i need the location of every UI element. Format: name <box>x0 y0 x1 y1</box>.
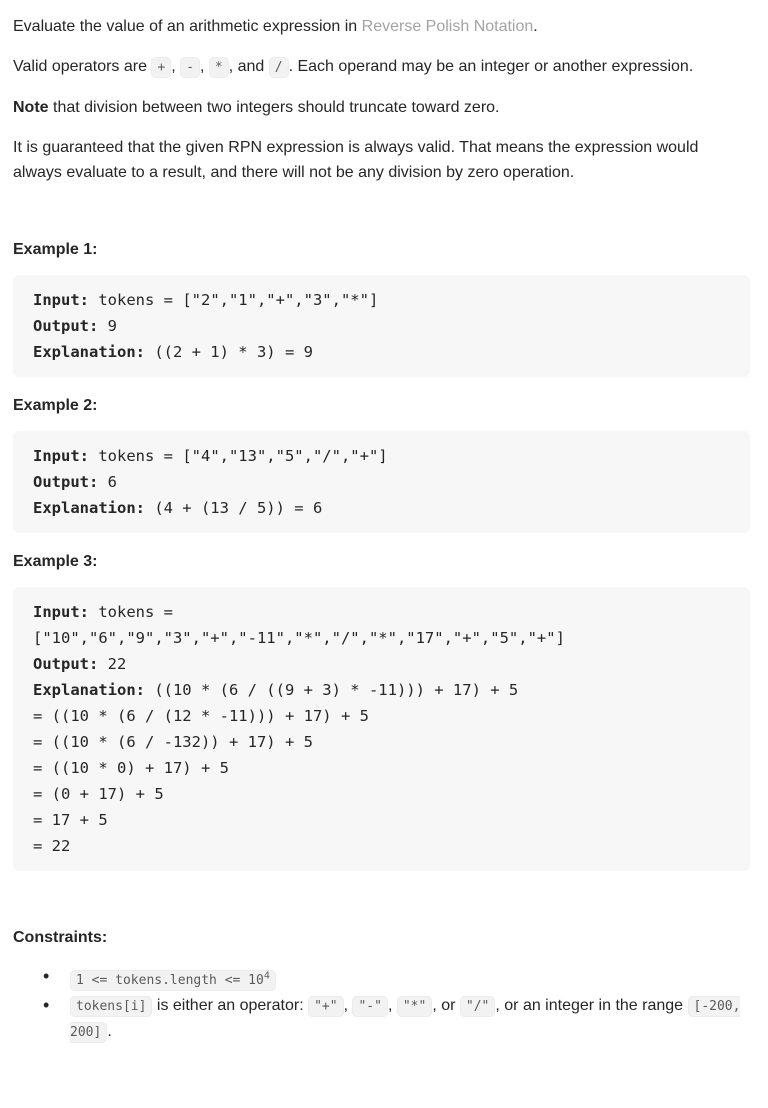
text: , and <box>228 58 269 75</box>
text: , or an integer in the range <box>495 997 688 1015</box>
example-line-text: tokens = <box>89 603 173 621</box>
note-paragraph <box>13 95 750 120</box>
code-plus: "+" <box>308 996 343 1017</box>
text: . <box>107 1023 112 1041</box>
note-text: that division between two integers should truncate toward zero. <box>48 99 500 116</box>
code-range: [-200, 200] <box>70 996 740 1043</box>
examples <box>13 241 750 871</box>
code-divide: "/" <box>460 996 495 1017</box>
example-line-text: = ((10 * 0) + 17) + 5 <box>33 759 229 777</box>
example-label: Output: <box>33 473 99 491</box>
example-label: Explanation: <box>33 343 145 361</box>
example-line-text: ((2 + 1) * 3) = 9 <box>144 343 313 361</box>
example-heading: Example 3: <box>13 553 98 570</box>
constraint-item <box>43 964 750 993</box>
example-line-text: 6 <box>98 473 117 491</box>
example-line-text: 9 <box>98 317 117 335</box>
code-minus: - <box>180 57 200 78</box>
example-heading: Example 1: <box>13 241 98 258</box>
text: is either an operator: <box>152 997 309 1015</box>
example-code-block <box>13 587 750 871</box>
example-label: Input: <box>33 447 89 465</box>
example-line-text: ["10","6","9","3","+","-11","*","/","*","17","+","5","+"] <box>33 629 565 647</box>
code-divide: / <box>269 57 289 78</box>
example-line-text: = 22 <box>33 837 71 855</box>
example-line-text: tokens = ["2","1","+","3","*"] <box>89 291 379 309</box>
constraint-item <box>43 993 750 1045</box>
example-label: Input: <box>33 603 89 621</box>
example-code-block <box>13 431 750 533</box>
note-bold: Note <box>13 99 49 116</box>
text: Valid operators are <box>13 58 152 75</box>
code-multiply: "*" <box>397 996 432 1017</box>
example-line-text: = ((10 * (6 / -132)) + 17) + 5 <box>33 733 313 751</box>
example-heading: Example 2: <box>13 397 98 414</box>
example-label: Explanation: <box>33 499 145 517</box>
guarantee-paragraph: It is guaranteed that the given RPN expression is always valid. That means the expression would always evaluate to a result, and there will not be any division by zero operation. <box>13 139 699 181</box>
example-code-block <box>13 275 750 377</box>
text: , or <box>432 997 460 1015</box>
example-label: Output: <box>33 317 99 335</box>
text: , <box>387 997 397 1015</box>
example-line-text: = (0 + 17) + 5 <box>33 785 164 803</box>
text: . Each operand may be an integer or another expression. <box>288 58 694 75</box>
text: , <box>343 997 353 1015</box>
text: , <box>200 58 209 75</box>
constraint-code: tokens[i] <box>70 996 152 1017</box>
example-line-text: = ((10 * (6 / (12 * -11))) + 17) + 5 <box>33 707 369 725</box>
rpn-link[interactable]: Reverse Polish Notation <box>361 18 534 35</box>
exponent: 4 <box>263 971 270 982</box>
constraints-list <box>13 964 750 1045</box>
constraints-heading: Constraints: <box>13 929 108 946</box>
code-text: 1 <= tokens.length <= 10 <box>76 973 264 989</box>
intro-paragraph <box>13 14 750 39</box>
constraint-code <box>70 970 276 991</box>
code-minus: "-" <box>352 996 387 1017</box>
intro-text: Evaluate the value of an arithmetic expression in <box>13 18 362 35</box>
code-multiply: * <box>209 57 229 78</box>
example-label: Output: <box>33 655 99 673</box>
example-line-text: = 17 + 5 <box>33 811 108 829</box>
intro-period: . <box>533 18 538 35</box>
example-line-text: ((10 * (6 / ((9 + 3) * -11))) + 17) + 5 <box>144 681 519 699</box>
operators-paragraph <box>13 54 750 80</box>
code-plus: + <box>151 57 171 78</box>
example-label: Explanation: <box>33 681 145 699</box>
example-line-text: (4 + (13 / 5)) = 6 <box>144 499 323 517</box>
example-label: Input: <box>33 291 89 309</box>
example-line-text: 22 <box>98 655 127 673</box>
text: , <box>171 58 181 75</box>
example-line-text: tokens = ["4","13","5","/","+"] <box>89 447 388 465</box>
